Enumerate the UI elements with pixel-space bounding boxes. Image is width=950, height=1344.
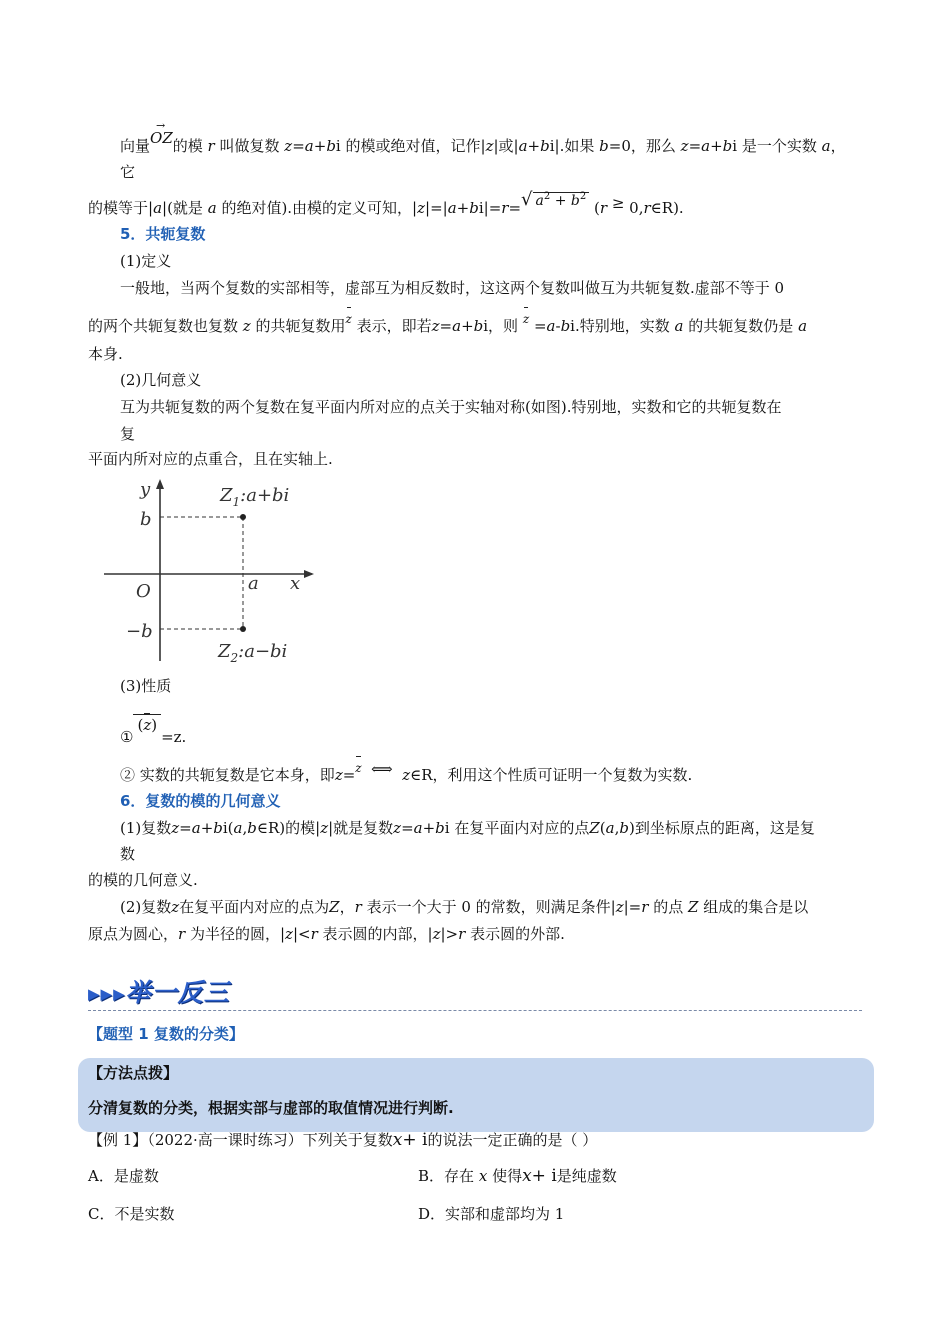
section-6-title: 6．复数的模的几何意义: [120, 792, 281, 810]
modulus-geometry-line-5: 原点为圆心，r 为半径的圆，|z|<r 表示圆的内部，|z|>r 表示圆的外部.: [88, 925, 565, 943]
neg-b-label: −b: [126, 621, 153, 642]
definition-heading: (1)定义: [120, 252, 172, 270]
z2-label: $Z_2:a-bi$: [218, 641, 288, 665]
point-z2: [240, 626, 246, 632]
vector-oz: → OZ: [150, 119, 173, 147]
double-conjugate: (z): [133, 714, 161, 735]
option-b[interactable]: B．存在 x 使得x+ i是纯虚数: [418, 1166, 617, 1186]
banner-divider: [88, 1010, 862, 1011]
modulus-line-2: 它: [120, 163, 136, 181]
x-label: x: [290, 573, 301, 594]
y-label: y: [140, 479, 151, 500]
option-d[interactable]: D．实部和虚部均为 1: [418, 1205, 565, 1223]
z1-label: $Z_1:a+bi$: [220, 485, 290, 509]
banner-text: 举一反三: [125, 978, 230, 1007]
geometry-line-3: 平面内所对应的点重合，且在实轴上.: [88, 450, 333, 468]
method-box: [78, 1058, 874, 1132]
geometry-line-2: 复: [120, 425, 136, 443]
properties-heading: (3)性质: [120, 677, 172, 695]
sqrt-expression: √ $a^2 + b^2$: [521, 190, 589, 213]
option-c[interactable]: C．不是实数: [88, 1205, 175, 1223]
geometry-heading: (2)几何意义: [120, 371, 202, 389]
definition-line-2: 的两个共轭复数也复数 z 的共轭复数用z 表示，即若z=a+bi，则 z =a-bi.特别地，实数 a 的共轭复数仍是 a: [88, 316, 807, 337]
section-5-title: 5．共轭复数: [120, 225, 206, 243]
definition-line-3: 本身.: [88, 345, 123, 363]
modulus-line-1: 向量 → OZ的模 r 叫做复数 z=a+bi 的模或绝对值，记作|z|或|a+bi|.如果 b=0，那么 z=a+bi 是一个实数 a，: [120, 119, 846, 155]
y-axis-arrow: [156, 479, 164, 489]
method-heading: 【方法点拨】: [88, 1064, 179, 1082]
modulus-geometry-line-4: (2)复数z在复平面内对应的点为Z，r 表示一个大于 0 的常数，则满足条件|z|=r 的点 Z 组成的集合是以: [120, 898, 809, 916]
modulus-geometry-line-2: 数: [120, 845, 136, 863]
banner-arrows-icon: ▶▶▶: [88, 985, 126, 1003]
x-axis-arrow: [304, 570, 314, 578]
topic-1-title: 【题型 1 复数的分类】: [88, 1025, 244, 1043]
method-body: 分清复数的分类，根据实部与虚部的取值情况进行判断.: [88, 1099, 454, 1117]
a-label: a: [248, 573, 259, 594]
example-1-question: 【例 1】（2022·高一课时练习）下列关于复数x+ i的说法一定正确的是（ ）: [88, 1130, 598, 1150]
definition-line-1: 一般地，当两个复数的实部相等，虚部互为相反数时，这这两个复数叫做互为共轭复数.虚部不等于 0: [120, 279, 785, 297]
property-2: ② 实数的共轭复数是它本身，即z=z ⟺ z∈R，利用这个性质可证明一个复数为实数.: [120, 760, 693, 784]
option-a[interactable]: A．是虚数: [88, 1167, 159, 1185]
point-z1: [240, 514, 246, 520]
origin-label: O: [136, 581, 151, 602]
practice-banner: [88, 978, 230, 1011]
modulus-geometry-line-3: 的模的几何意义.: [88, 871, 198, 889]
geometry-line-1: 互为共轭复数的两个复数在复平面内所对应的点关于实轴对称(如图).特别地，实数和它的共轭复数在: [120, 398, 782, 416]
b-label: b: [140, 509, 152, 530]
modulus-line-3: 的模等于|a|(就是 a 的绝对值).由模的定义可知，|z|=|a+bi|=r=√ $a^2 + b^2$ (r ≥ 0,r∈R).: [88, 189, 684, 217]
property-1: ①(z)=z.: [120, 716, 187, 746]
conjugate-diagram: [100, 475, 320, 665]
modulus-geometry-line-1: (1)复数z=a+bi(a,b∈R)的模|z|就是复数z=a+bi 在复平面内对应的点Z(a,b)到坐标原点的距离，这是复: [120, 819, 815, 837]
